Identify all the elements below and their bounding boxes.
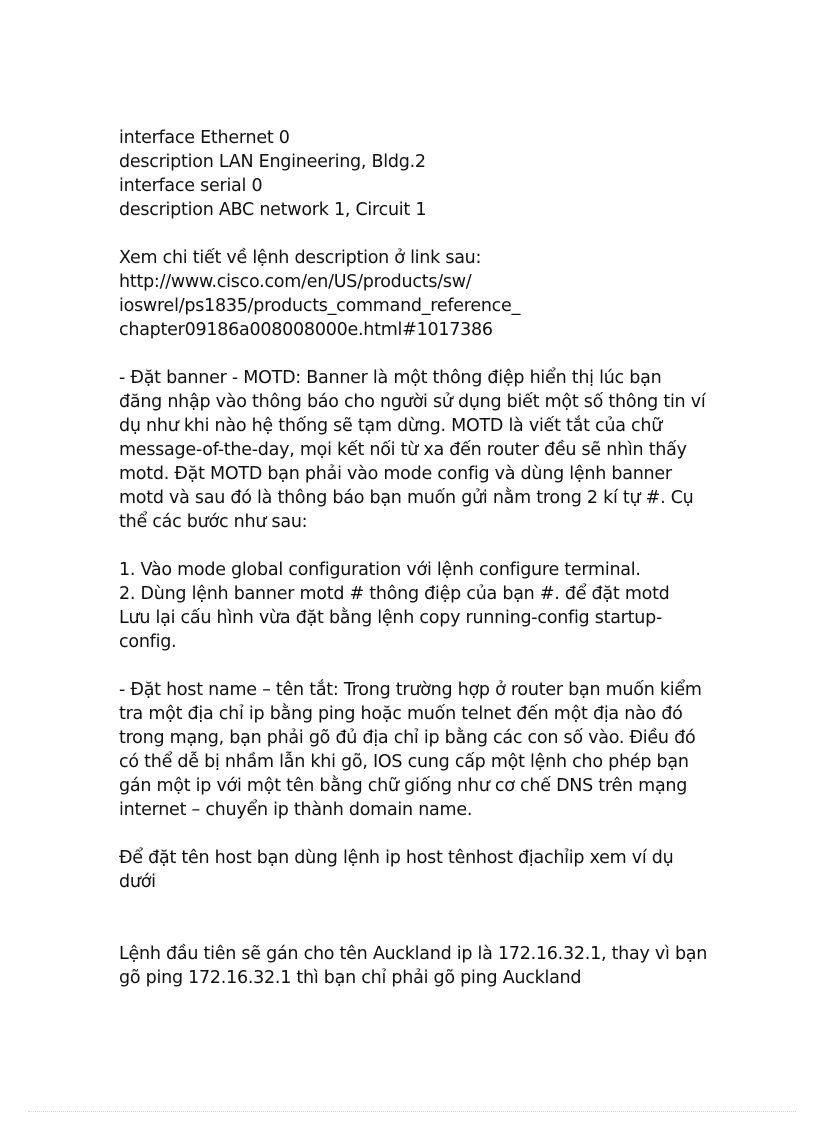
paragraph-line: dụ như khi nào hệ thống sẽ tạm dừng. MOTD là viết tắt của chữ bbox=[119, 416, 663, 436]
config-line: description LAN Engineering, Bldg.2 bbox=[119, 152, 426, 172]
config-line: description ABC network 1, Circuit 1 bbox=[119, 200, 427, 220]
hostname-paragraph bbox=[119, 678, 719, 822]
document-body bbox=[119, 126, 719, 990]
example-paragraph bbox=[119, 942, 719, 990]
paragraph-line: dưới bbox=[119, 872, 156, 892]
url-line: http://www.cisco.com/en/US/products/sw/ bbox=[119, 272, 472, 292]
paragraph-line: tra một địa chỉ ip bằng ping hoặc muốn telnet đến một địa nào đó bbox=[119, 704, 683, 724]
steps-list bbox=[119, 558, 719, 654]
step-line: 2. Dùng lệnh banner motd # thông điệp của bạn #. để đặt motd bbox=[119, 584, 670, 604]
url-line: chapter09186a008008000e.html#1017386 bbox=[119, 320, 493, 340]
paragraph-line: trong mạng, bạn phải gõ đủ địa chỉ ip bằng các con số vào. Điều đó bbox=[119, 728, 696, 748]
config-line: interface serial 0 bbox=[119, 176, 263, 196]
paragraph-line: Để đặt tên host bạn dùng lệnh ip host tênhost địachỉip xem ví dụ bbox=[119, 848, 674, 868]
paragraph-line: đăng nhập vào thông báo cho người sử dụng biết một số thông tin ví bbox=[119, 392, 706, 412]
url-line: ioswrel/ps1835/products_command_reference_ bbox=[119, 296, 521, 316]
paragraph-line: internet – chuyển ip thành domain name. bbox=[119, 800, 473, 820]
paragraph-line: gán một ip với một tên bằng chữ giống như cơ chế DNS trên mạng bbox=[119, 776, 688, 796]
config-line: interface Ethernet 0 bbox=[119, 128, 290, 148]
paragraph-line: thể các bước như sau: bbox=[119, 512, 308, 532]
host-command-paragraph bbox=[119, 846, 719, 894]
banner-paragraph bbox=[119, 366, 719, 534]
paragraph-line: - Đặt host name – tên tắt: Trong trường hợp ở router bạn muốn kiểm bbox=[119, 680, 702, 700]
paragraph-line: motd và sau đó là thông báo bạn muốn gửi nằm trong 2 kí tự #. Cụ bbox=[119, 488, 694, 508]
paragraph-line: message-of-the-day, mọi kết nối từ xa đến router đều sẽ nhìn thấy bbox=[119, 440, 687, 460]
paragraph-line: có thể dễ bị nhầm lẫn khi gõ, IOS cung cấp một lệnh cho phép bạn bbox=[119, 752, 689, 772]
config-block bbox=[119, 126, 719, 222]
paragraph-line: motd. Đặt MOTD bạn phải vào mode config và dùng lệnh banner bbox=[119, 464, 672, 484]
paragraph-line: Lệnh đầu tiên sẽ gán cho tên Auckland ip là 172.16.32.1, thay vì bạn bbox=[119, 944, 708, 964]
link-intro-line: Xem chi tiết về lệnh description ở link sau: bbox=[119, 248, 482, 268]
paragraph-line: gõ ping 172.16.32.1 thì bạn chỉ phải gõ ping Auckland bbox=[119, 968, 582, 988]
page-bottom-divider bbox=[28, 1111, 796, 1112]
step-line: 1. Vào mode global configuration với lệnh configure terminal. bbox=[119, 560, 641, 580]
step-line: Lưu lại cấu hình vừa đặt bằng lệnh copy running-config startup- bbox=[119, 608, 663, 628]
link-block bbox=[119, 246, 719, 342]
step-line: config. bbox=[119, 632, 177, 652]
paragraph-line: - Đặt banner - MOTD: Banner là một thông điệp hiển thị lúc bạn bbox=[119, 368, 662, 388]
